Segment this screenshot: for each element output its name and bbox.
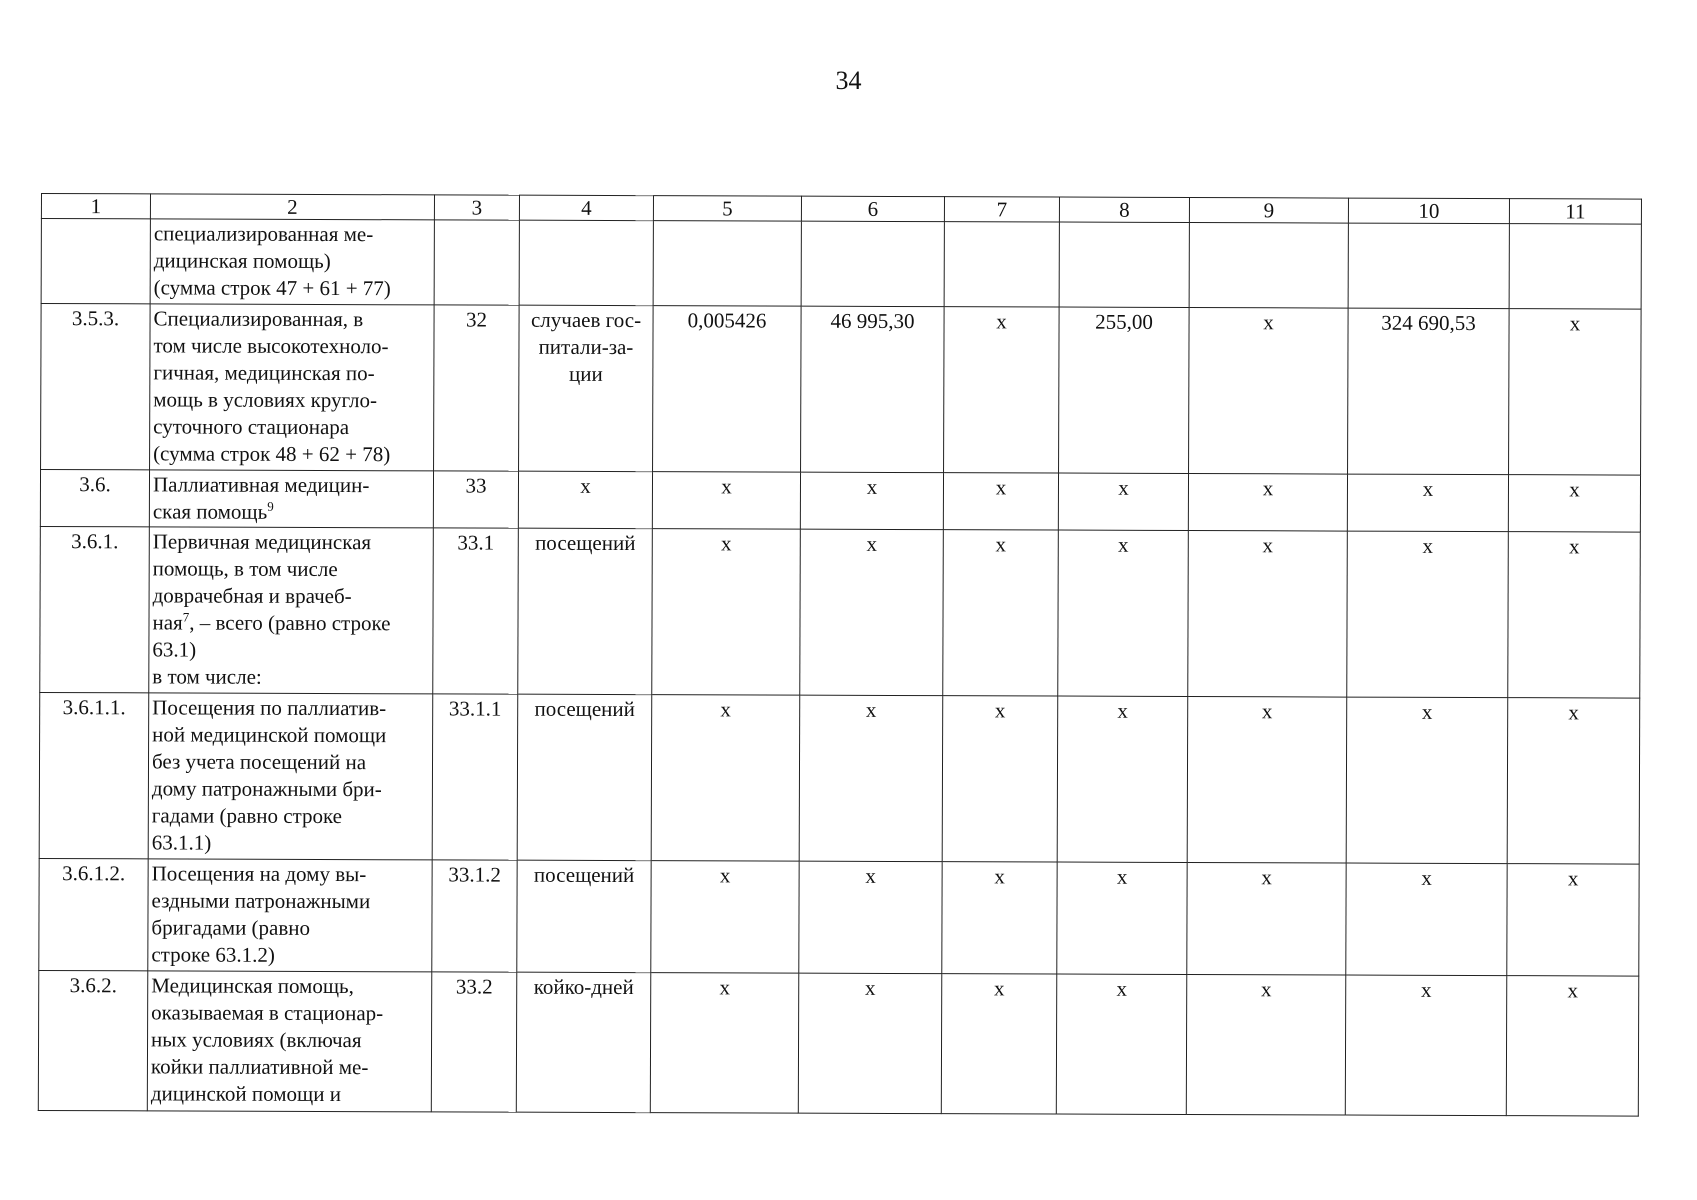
row-value-8: х	[1057, 696, 1188, 862]
row-value-5: х	[652, 472, 800, 530]
row-unit-text: случаев гос- питали-за- ции	[530, 307, 642, 386]
row-value-7: х	[943, 473, 1058, 530]
row-value-11: х	[1506, 976, 1638, 1116]
row-value-6: х	[799, 695, 943, 861]
row-value-6: 46 995,30	[801, 306, 945, 472]
row-value-6	[801, 221, 944, 306]
column-header: 1	[41, 194, 150, 219]
row-unit-text: посещений	[533, 862, 635, 888]
table-row	[39, 692, 1640, 864]
row-name-text: Медицинская помощь, оказываемая в стационар- ных условиях (включая койки паллиативной ме- дицинской помощи и	[150, 973, 384, 1107]
row-value-8: х	[1056, 974, 1186, 1114]
row-value-11: х	[1508, 475, 1640, 532]
column-header: 8	[1059, 197, 1189, 222]
row-value-7	[944, 222, 1059, 307]
row-name	[147, 971, 431, 1112]
row-line-number: 33.1	[433, 528, 519, 694]
row-value-8: х	[1058, 473, 1188, 530]
row-unit	[519, 305, 654, 471]
table-row	[39, 858, 1639, 976]
row-code	[41, 219, 150, 304]
row-value-10: х	[1347, 531, 1509, 698]
row-name-text: Посещения по паллиатив- ной медицинской помощи без учета посещений на дому патронажными бри- гадами (равно строке 63.1.1)	[151, 695, 387, 855]
row-unit	[516, 972, 650, 1112]
page-number: 34	[835, 66, 862, 95]
footnote-mark: 9	[267, 498, 274, 514]
column-header: 4	[519, 195, 653, 220]
row-value-6: х	[799, 861, 942, 973]
column-header: 6	[801, 196, 944, 221]
row-value-7: х	[942, 862, 1057, 974]
row-name	[149, 470, 433, 528]
row-code: 3.6.1.1.	[39, 692, 149, 858]
row-line-number: 32	[434, 305, 520, 471]
footnote-mark: 7	[182, 609, 190, 625]
row-value-5: х	[651, 861, 799, 974]
row-value-10: х	[1347, 474, 1508, 532]
column-header: 10	[1348, 198, 1509, 224]
row-value-9: х	[1189, 308, 1349, 475]
row-value-11: х	[1508, 532, 1641, 698]
row-value-8: 255,00	[1059, 307, 1190, 473]
column-header: 5	[653, 196, 801, 222]
row-value-7: х	[942, 696, 1058, 862]
row-value-5: х	[652, 529, 801, 696]
row-code: 3.5.3.	[41, 304, 151, 470]
row-value-10: х	[1346, 697, 1508, 864]
row-value-10	[1348, 223, 1509, 309]
row-value-9: х	[1187, 863, 1346, 976]
row-name-text-continued: , – всего (равно строке 63.1) в том числе:	[152, 610, 391, 689]
row-value-11: х	[1507, 864, 1639, 976]
row-value-11: х	[1507, 698, 1640, 864]
row-name	[148, 859, 432, 972]
row-value-5: 0,005426	[653, 306, 802, 473]
row-value-11: х	[1509, 309, 1642, 475]
row-code: 3.6.1.	[40, 526, 150, 692]
row-value-5: х	[651, 695, 800, 862]
table-row	[41, 304, 1642, 476]
data-table	[38, 193, 1642, 1117]
row-name-text: специализированная ме- дицинская помощь) (сумма строк 47 + 61 + 77)	[153, 221, 391, 301]
row-unit-text: койко-дней	[533, 974, 634, 1000]
row-value-10: 324 690,53	[1348, 308, 1510, 475]
row-value-8: х	[1057, 862, 1187, 974]
row-value-8	[1059, 222, 1189, 307]
row-code: 3.6.1.2.	[39, 858, 148, 970]
row-name	[149, 527, 434, 694]
row-unit-text: посещений	[534, 696, 635, 722]
row-unit	[519, 220, 653, 305]
row-value-9: х	[1188, 474, 1347, 532]
row-unit-text: посещений	[535, 530, 636, 556]
row-name-text: Паллиативная медицин- ская помощь	[152, 472, 370, 524]
row-value-5: х	[650, 973, 798, 1114]
table-row	[40, 470, 1640, 533]
row-name-text: Посещения на дому вы- ездными патронажными бригадами (равно строке 63.1.2)	[151, 861, 371, 967]
column-header: 3	[434, 195, 519, 220]
row-unit	[517, 694, 652, 860]
column-header: 7	[944, 197, 1059, 222]
row-name-text: Специализированная, в том числе высокотехноло- гичная, медицинская по- мощь в условиях кругло- суточного стационара (сумма строк 48 + 62 + 78)	[153, 306, 391, 467]
row-name	[150, 219, 434, 305]
column-header: 2	[150, 194, 434, 220]
row-value-7: х	[944, 307, 1060, 473]
row-value-9: х	[1186, 975, 1345, 1116]
row-name	[150, 304, 435, 471]
row-unit-text: х	[580, 473, 591, 498]
row-line-number: 33	[433, 471, 518, 528]
row-unit	[518, 528, 653, 694]
row-value-10: х	[1346, 863, 1507, 976]
row-value-9	[1189, 223, 1348, 309]
row-value-9: х	[1188, 531, 1348, 698]
row-value-9: х	[1187, 697, 1347, 864]
row-name	[148, 693, 433, 860]
row-value-7: х	[943, 530, 1059, 696]
table-row	[40, 526, 1641, 698]
table-row	[38, 970, 1638, 1116]
row-code: 3.6.	[40, 470, 149, 527]
row-code: 3.6.2.	[38, 970, 147, 1110]
row-value-10: х	[1345, 975, 1506, 1116]
row-value-7: х	[941, 974, 1056, 1114]
row-value-5	[653, 221, 801, 307]
table-row	[41, 219, 1641, 310]
row-unit	[518, 471, 652, 528]
column-header: 11	[1509, 199, 1641, 224]
row-value-6: х	[800, 472, 943, 529]
row-value-11	[1509, 224, 1641, 309]
row-name-text: Первичная медицинская помощь, в том числе доврачебная и врачеб- ная	[152, 529, 372, 635]
row-value-8: х	[1058, 530, 1189, 696]
column-header: 9	[1189, 198, 1348, 224]
row-unit	[517, 860, 651, 972]
row-line-number: 33.1.1	[432, 694, 518, 860]
row-line-number	[434, 220, 519, 305]
row-line-number: 33.2	[431, 972, 516, 1112]
row-line-number: 33.1.2	[432, 860, 517, 972]
row-value-6: х	[798, 973, 941, 1113]
row-value-6: х	[800, 529, 944, 695]
